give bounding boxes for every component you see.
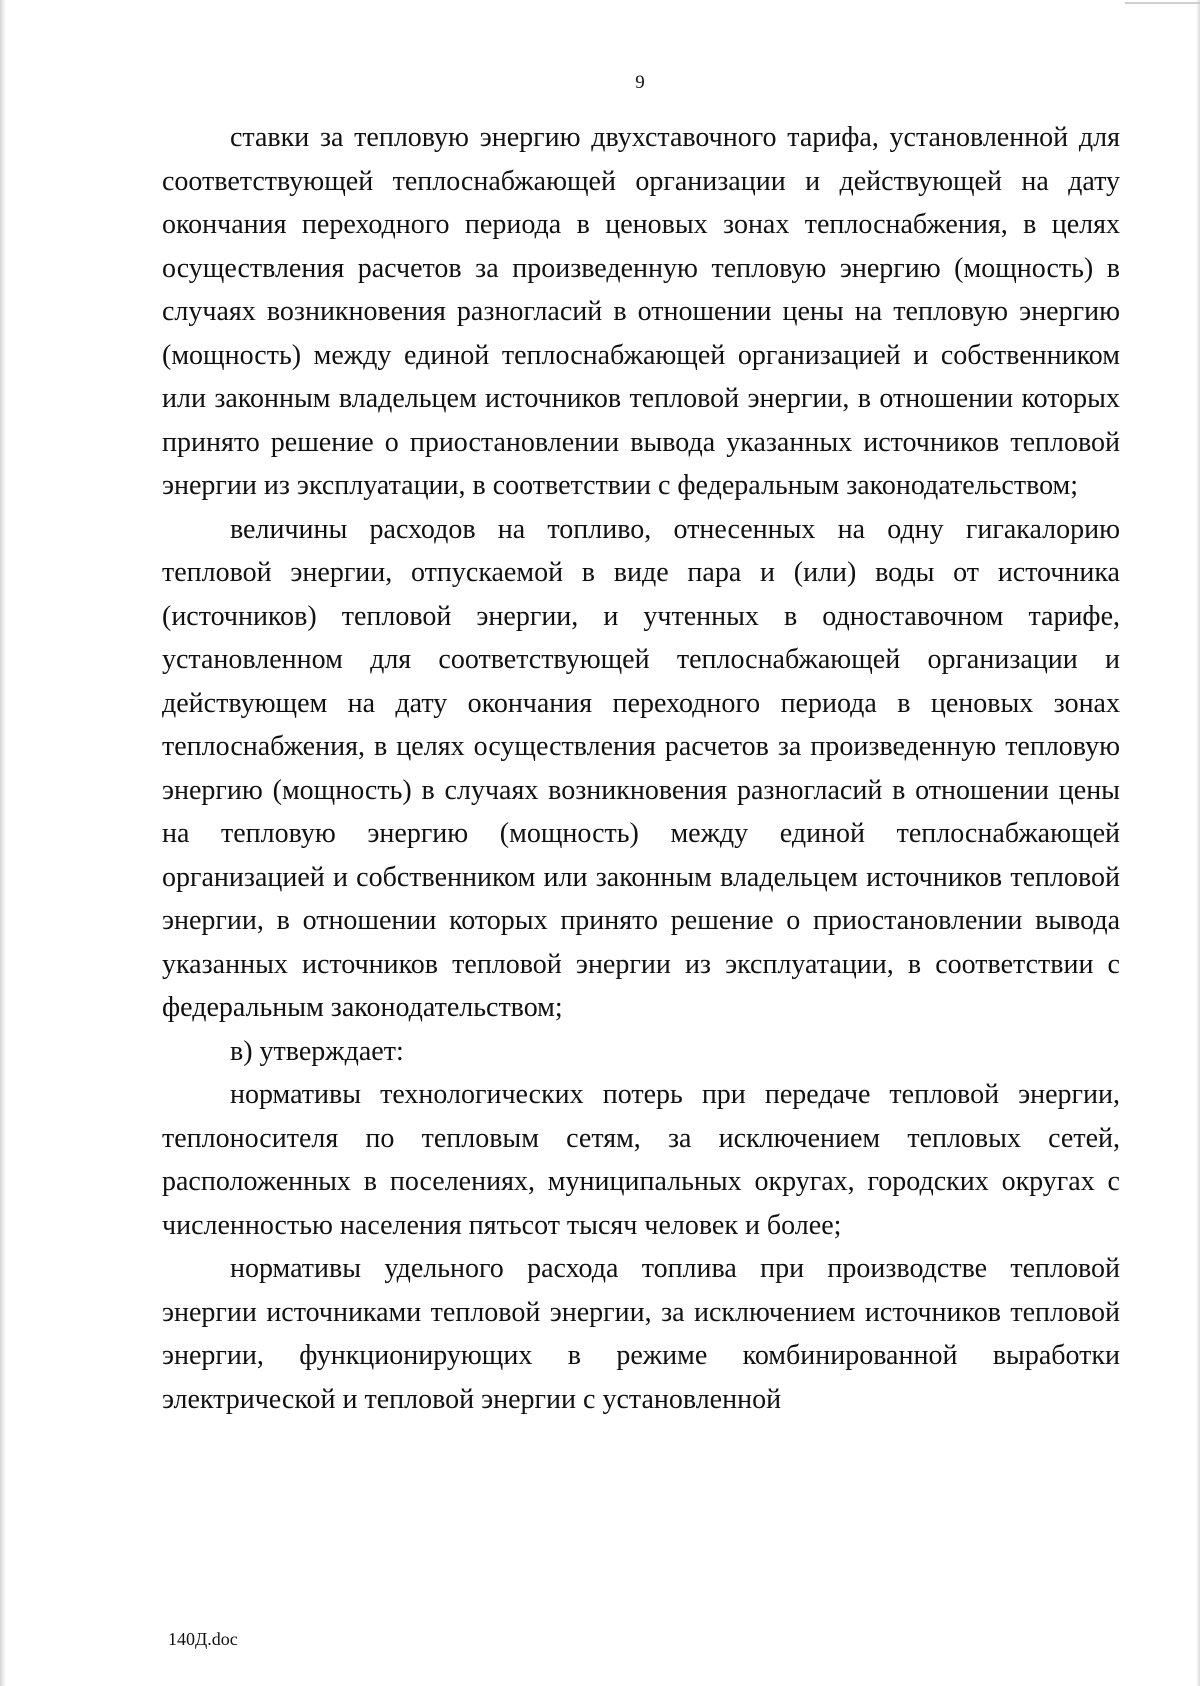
page-number: 9 <box>635 72 645 93</box>
scan-corner-mark <box>1125 2 1200 4</box>
document-body <box>162 116 1120 1421</box>
paragraph-tariff-rates: ставки за тепловую энергию двухставочного тарифа, установленной для соответствующей теплоснабжающей организации и действующей на дату окончания переходного периода в ценовых зонах теплоснабжения, в целях осуществления расчетов за произведенную тепловую энергию (мощность) в случаях возникновения разногласий в отношении цены на тепловую энергию (мощность) между единой теплоснабжающей организацией и собственником или законным владельцем источников тепловой энергии, в отношении которых принято решение о приостановлении вывода указанных источников тепловой энергии из эксплуатации, в соответствии с федеральным законодательством; <box>162 122 1120 501</box>
paragraph-approves-heading: в) утверждает: <box>230 1035 404 1067</box>
paragraph-loss-norms: нормативы технологических потерь при передаче тепловой энергии, теплоносителя по тепловым сетям, за исключением тепловых сетей, расположенных в поселениях, муниципальных округах, городских округах с численностью населения пятьсот тысяч человек и более; <box>162 1079 1120 1241</box>
paragraph-fuel-norms: нормативы удельного расхода топлива при производстве тепловой энергии источниками тепловой энергии, за исключением источников тепловой энергии, функционирующих в режиме комбинированной выработки электрической и тепловой энергии с установленной <box>162 1253 1120 1415</box>
footer-filename: 140Д.doc <box>168 1629 238 1649</box>
scan-right-edge <box>1196 0 1200 1686</box>
paragraph-fuel-costs: величины расходов на топливо, отнесенных на одну гигакалорию тепловой энергии, отпускаемой в виде пара и (или) воды от источника (источников) тепловой энергии, и учтенных в одноставочном тарифе, установленном для соответствующей теплоснабжающей организации и действующем на дату окончания переходного периода в ценовых зонах теплоснабжения, в целях осуществления расчетов за произведенную тепловую энергию (мощность) в случаях возникновения разногласий в отношении цены на тепловую энергию (мощность) между единой теплоснабжающей организацией и собственником или законным владельцем источников тепловой энергии, в отношении которых принято решение о приостановлении вывода указанных источников тепловой энергии из эксплуатации, в соответствии с федеральным законодательством; <box>162 513 1120 1023</box>
scan-left-edge <box>0 0 6 1686</box>
